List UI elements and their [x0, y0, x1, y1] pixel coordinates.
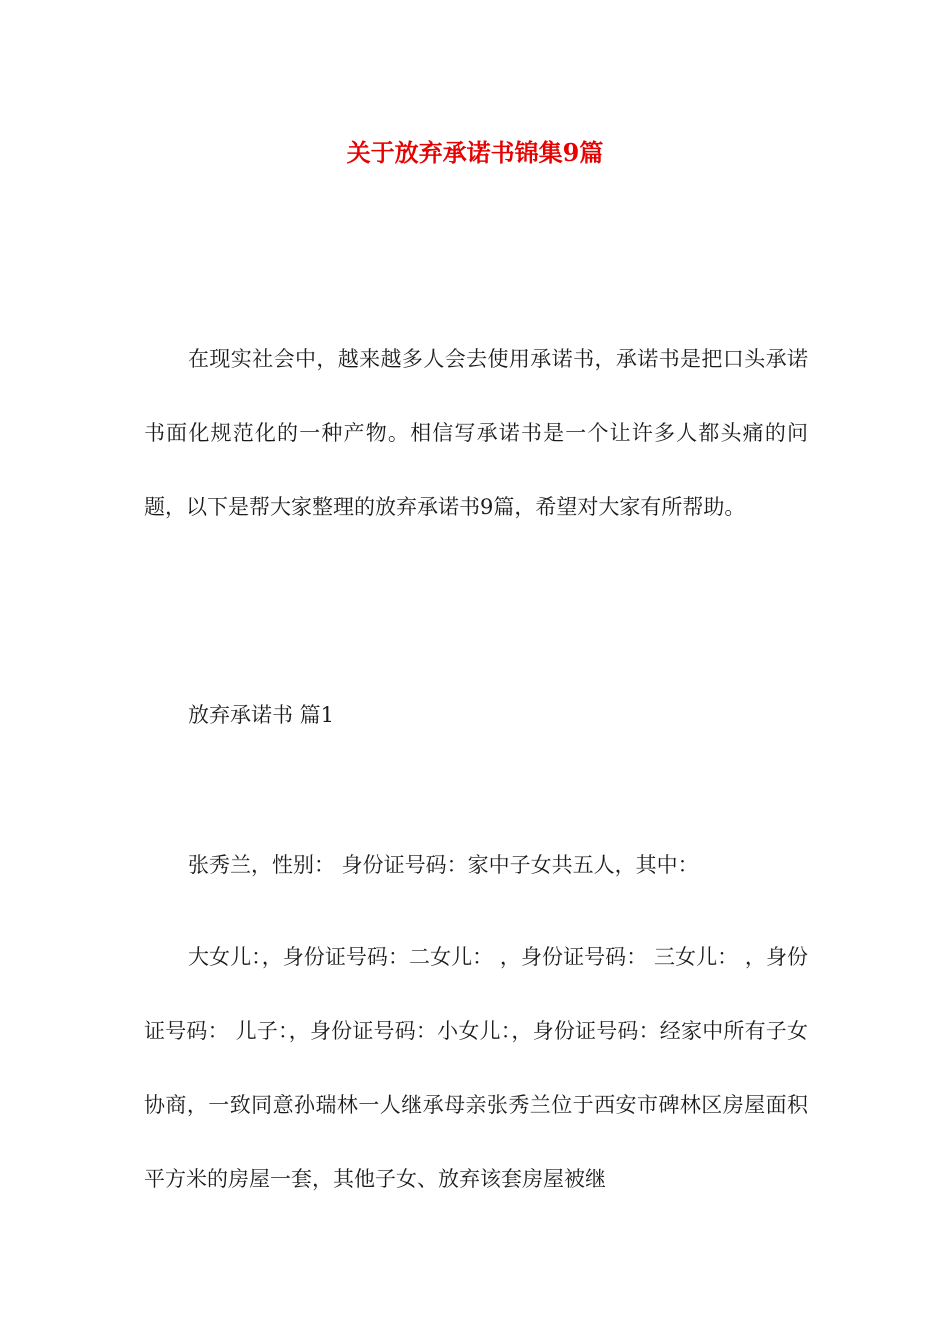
body-paragraph-1: 张秀兰，性别： 身份证号码：家中子女共五人，其中：	[188, 853, 699, 877]
intro-paragraph: 在现实社会中，越来越多人会去使用承诺书，承诺书是把口头承诺书面化规范化的一种产物。相信写承诺书是一个让许多人都头痛的问题，以下是帮大家整理的放弃承诺书9篇，希望对大家有所帮助。	[144, 347, 808, 519]
section-heading: 放弃承诺书 篇1	[188, 703, 335, 727]
document-title: 关于放弃承诺书锦集9篇	[346, 138, 604, 167]
body-paragraph-2: 大女儿：，身份证号码：二女儿： ，身份证号码： 三女儿： ，身份证号码： 儿子：，身份证号码：小女儿：，身份证号码：经家中所有子女协商，一致同意孙瑞林一人继承母亲张秀兰位于西安市碑林区房屋面积平方米的房屋一套，其他子女、放弃该套房屋被继	[144, 945, 808, 1191]
